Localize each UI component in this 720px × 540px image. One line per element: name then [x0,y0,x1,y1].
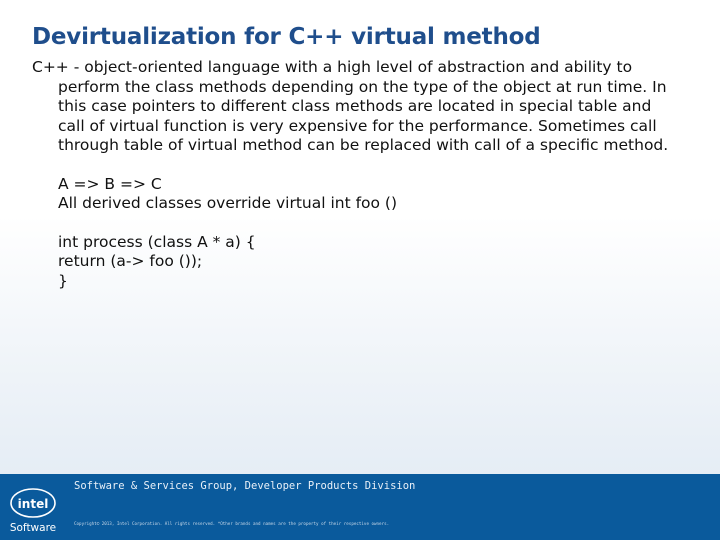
slide-title: Devirtualization for C++ virtual method [32,24,541,50]
hierarchy-line: A => B => C [58,174,162,193]
division-text: Software & Services Group, Developer Products Division [74,480,416,492]
copyright-text: Copyright© 2013, Intel Corporation. All rights reserved. *Other brands and names are the property of their respective owners. [74,521,390,526]
logo-text: intel [17,497,49,511]
code-block [32,233,682,292]
logo-subtext: Software [9,522,57,534]
code-line: } [58,271,68,290]
intel-software-logo [6,486,62,536]
footer-bar [0,474,720,540]
code-line: return (a-> foo ()); [58,252,203,270]
code-line: int process (class A * a) { [58,232,256,251]
class-hierarchy-block [32,175,682,214]
override-line: All derived classes override virtual int foo () [58,194,398,212]
slide-content [32,58,682,291]
description-paragraph: C++ - object-oriented language with a high level of abstraction and ability to perform the class methods depending on the type of the object at run time. In this case pointers to different class methods are located in special table and call of virtual function is very expensive for the performance. Sometimes call through table of virtual method can be replaced with call of a specific method. [32,58,669,154]
